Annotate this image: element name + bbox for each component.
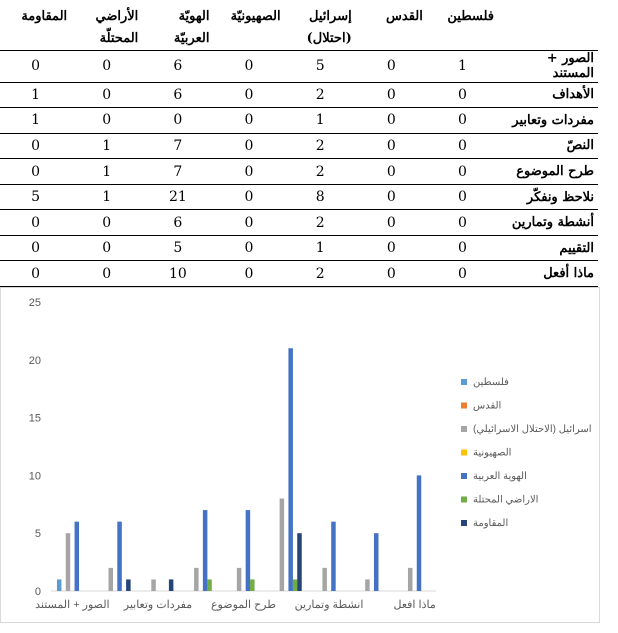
table-cell: 1 — [285, 235, 356, 261]
table-cell: 0 — [213, 82, 284, 108]
legend-entry: القدس — [473, 400, 502, 412]
table-cell: 5 — [0, 184, 71, 210]
table-cell: 0 — [71, 210, 142, 236]
table-header-row — [0, 0, 598, 51]
table-cell: 0 — [427, 159, 498, 185]
table-cell: 0 — [356, 261, 427, 287]
row-label: ماذا أفعل — [498, 261, 598, 287]
legend-entry: الاراضي المحتلة — [473, 494, 539, 506]
table-cell: 0 — [213, 108, 284, 134]
table-cell: 0 — [427, 210, 498, 236]
table-cell: 0 — [356, 235, 427, 261]
bar — [322, 568, 327, 591]
bar — [374, 533, 379, 591]
table-cell: 0 — [356, 184, 427, 210]
table-cell: 0 — [427, 82, 498, 108]
bar — [250, 579, 255, 591]
table-cell: 1 — [0, 108, 71, 134]
bar — [237, 568, 242, 591]
table-cell: 0 — [71, 235, 142, 261]
table-cell: 0 — [427, 133, 498, 159]
chart-svg — [1, 288, 599, 622]
legend-swatch — [461, 426, 467, 432]
column-header: فلسطين — [427, 0, 498, 51]
bar — [331, 522, 336, 591]
bar — [151, 579, 156, 591]
data-table — [0, 0, 598, 287]
table-cell: 0 — [0, 235, 71, 261]
table-row — [0, 261, 598, 287]
row-label: الصور + المستند — [498, 51, 598, 83]
bar — [297, 533, 302, 591]
bar — [109, 568, 114, 591]
column-header: القدس — [356, 0, 427, 51]
table-cell: 0 — [0, 133, 71, 159]
table-cell: 0 — [213, 159, 284, 185]
table-cell: 8 — [285, 184, 356, 210]
row-label: أنشطة وتمارين — [498, 210, 598, 236]
table-cell: 6 — [142, 210, 213, 236]
bar — [66, 533, 71, 591]
table-cell: 0 — [356, 51, 427, 83]
x-category-label: الصور + المستند — [35, 599, 110, 611]
table-cell: 0 — [427, 261, 498, 287]
x-category-label: ماذا افعل — [393, 599, 436, 611]
y-tick-label: 10 — [28, 470, 41, 483]
table-row — [0, 133, 598, 159]
table-cell: 0 — [0, 159, 71, 185]
chart-area — [0, 287, 600, 623]
table-cell: 7 — [142, 133, 213, 159]
bar — [126, 579, 131, 591]
bar — [207, 579, 212, 591]
table-cell: 0 — [0, 261, 71, 287]
table-cell: 0 — [356, 82, 427, 108]
table-cell: 5 — [142, 235, 213, 261]
table-cell: 5 — [285, 51, 356, 83]
table-cell: 7 — [142, 159, 213, 185]
table-row — [0, 51, 598, 83]
row-label: الأهداف — [498, 82, 598, 108]
y-tick-label: 25 — [28, 297, 41, 309]
bar — [57, 579, 62, 591]
bar — [194, 568, 199, 591]
table-cell: 0 — [213, 184, 284, 210]
bar — [408, 568, 413, 591]
legend-swatch — [461, 520, 467, 526]
corner-cell — [498, 0, 598, 51]
legend-swatch — [461, 497, 467, 503]
table-cell: 0 — [0, 51, 71, 83]
x-category-label: مفردات وتعابير — [123, 599, 193, 611]
legend-entry: الصهيونية — [473, 447, 512, 459]
table-row — [0, 235, 598, 261]
y-tick-label: 0 — [34, 586, 41, 598]
table-cell: 2 — [285, 261, 356, 287]
table-row — [0, 184, 598, 210]
table-cell: 0 — [71, 82, 142, 108]
table-cell: 1 — [71, 133, 142, 159]
x-category-label: انشطة وتمارين — [294, 599, 364, 611]
table-cell: 2 — [285, 133, 356, 159]
table-cell: 1 — [71, 159, 142, 185]
row-label: نلاحظ ونفكّر — [498, 184, 598, 210]
table-cell: 6 — [142, 82, 213, 108]
table-body — [0, 51, 598, 287]
row-label: طرح الموضوع — [498, 159, 598, 185]
table-cell: 0 — [213, 210, 284, 236]
legend-swatch — [461, 473, 467, 479]
legend-swatch — [461, 403, 467, 409]
y-tick-label: 5 — [34, 528, 41, 541]
column-header: الصهيونيّة — [213, 0, 284, 51]
table-cell: 1 — [285, 108, 356, 134]
legend-entry: اسرائيل (الاحتلال الاسرائيلي) — [473, 424, 592, 435]
bar — [365, 579, 370, 591]
legend-swatch — [461, 450, 467, 456]
table-cell: 0 — [356, 133, 427, 159]
row-label: النصّ — [498, 133, 598, 159]
column-header: الأراضي المحتلّة — [71, 0, 142, 51]
table-cell: 0 — [71, 108, 142, 134]
table-cell: 0 — [356, 108, 427, 134]
legend-entry: فلسطين — [473, 377, 509, 388]
legend-entry: المقاومة — [473, 518, 509, 529]
table-row — [0, 108, 598, 134]
table-row — [0, 159, 598, 185]
table-cell: 21 — [142, 184, 213, 210]
table-cell: 1 — [71, 184, 142, 210]
column-header: المقاومة — [0, 0, 71, 51]
y-tick-label: 15 — [28, 412, 41, 425]
table-cell: 0 — [142, 108, 213, 134]
table-row — [0, 210, 598, 236]
table-cell: 0 — [427, 235, 498, 261]
column-header: إسرائيل (احتلال) — [285, 0, 356, 51]
table-cell: 2 — [285, 210, 356, 236]
table-cell: 0 — [71, 51, 142, 83]
table-cell: 0 — [356, 159, 427, 185]
bar — [280, 499, 285, 591]
bar — [117, 522, 122, 591]
table-cell: 1 — [427, 51, 498, 83]
bar — [417, 475, 422, 591]
bar — [288, 348, 293, 591]
bar — [203, 510, 208, 591]
table-cell: 2 — [285, 159, 356, 185]
table-cell: 0 — [213, 51, 284, 83]
table-cell: 0 — [213, 235, 284, 261]
y-tick-label: 20 — [28, 354, 41, 367]
table-cell: 0 — [356, 210, 427, 236]
table-cell: 0 — [427, 108, 498, 134]
row-label: التقييم — [498, 235, 598, 261]
table-cell: 6 — [142, 51, 213, 83]
bar — [246, 510, 251, 591]
row-label: مفردات وتعابير — [498, 108, 598, 134]
bar — [169, 579, 174, 591]
bar — [293, 579, 298, 591]
table-cell: 0 — [0, 210, 71, 236]
table-cell: 1 — [0, 82, 71, 108]
table-cell: 0 — [71, 261, 142, 287]
table-row — [0, 82, 598, 108]
table-cell: 0 — [427, 184, 498, 210]
table-cell: 2 — [285, 82, 356, 108]
bar — [75, 522, 80, 591]
table-cell: 0 — [213, 133, 284, 159]
legend-entry: الهوية العربية — [473, 471, 527, 482]
column-header: الهويّة العربيّة — [142, 0, 213, 51]
legend-swatch — [461, 379, 467, 385]
table-cell: 10 — [142, 261, 213, 287]
table-cell: 0 — [213, 261, 284, 287]
x-category-label: طرح الموضوع — [210, 599, 277, 611]
